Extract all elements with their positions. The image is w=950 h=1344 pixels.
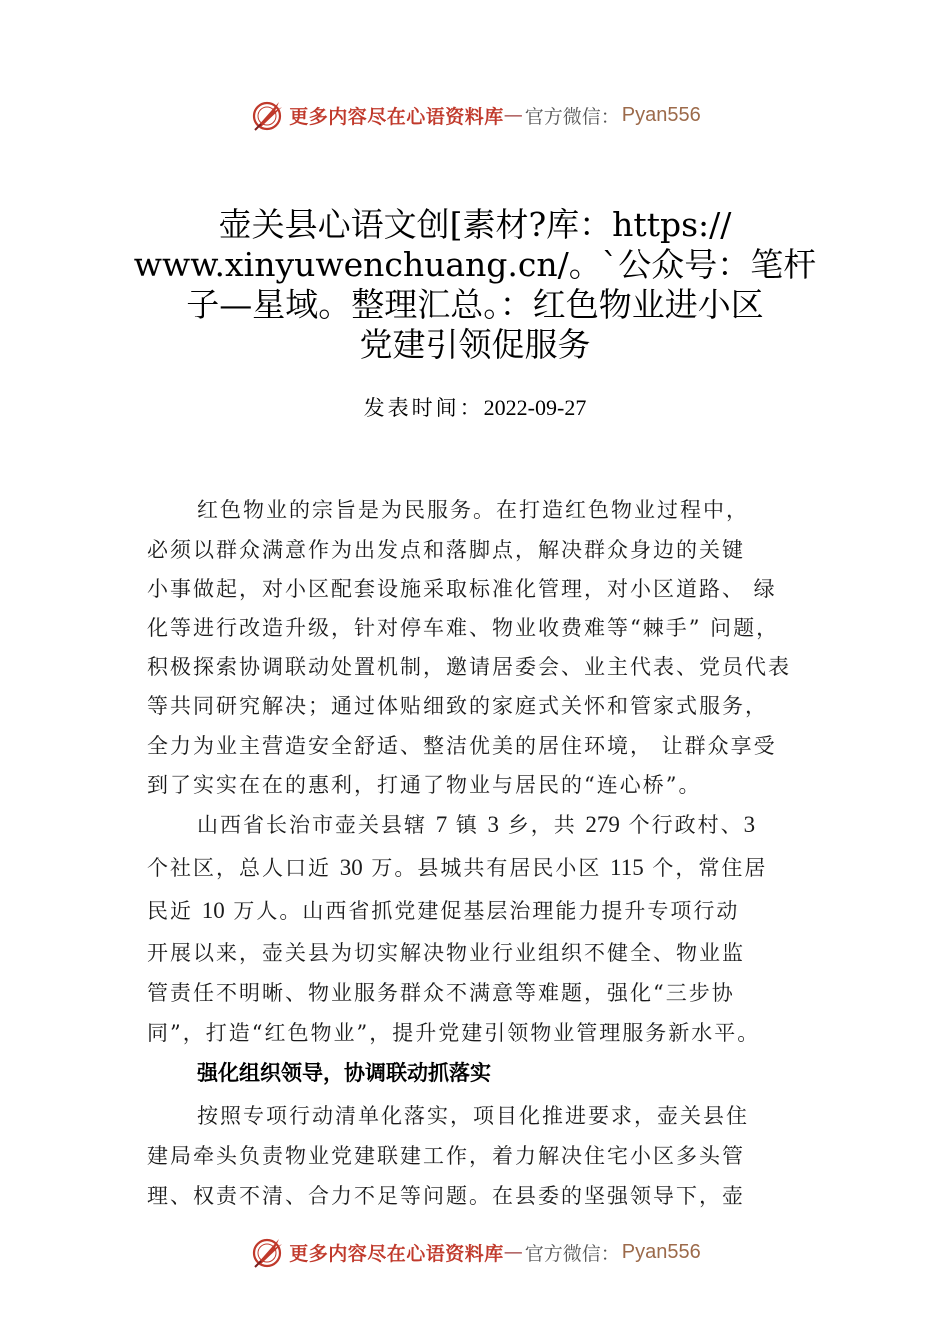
date-value: 2022-09-27 (483, 395, 587, 420)
watermark-separator: — (503, 1241, 523, 1263)
paragraph-line: 小事做起，对小区配套设施采取标准化管理，对小区道路、 绿 (147, 577, 777, 601)
paragraph-line: 民近 10 万人。山西省抓党建促基层治理能力提升专项行动 (147, 898, 740, 923)
paragraph-line: 建局牵头负责物业党建联建工作，着力解决住宅小区多头管 (147, 1144, 745, 1168)
paragraph-line: 等共同研究解决；通过体贴细致的家庭式关怀和管家式服务， (147, 694, 768, 718)
quill-logo-icon (249, 97, 285, 133)
watermark-separator: — (503, 104, 523, 126)
paragraph-line: 管责任不明晰、物业服务群众不满意等难题，强化“三步协 (147, 981, 735, 1005)
paragraph-line: 到了实实在在的惠利，打通了物业与居民的“连心桥”。 (147, 773, 702, 797)
paragraph-line: 必须以群众满意作为出发点和落脚点，解决群众身边的关键 (147, 538, 745, 562)
quill-logo-icon (249, 1234, 285, 1270)
publish-date (0, 392, 950, 422)
paragraph-line: 开展以来，壶关县为切实解决物业行业组织不健全、物业监 (147, 941, 745, 965)
watermark-text: 更多内容尽在心语资料库 (289, 1242, 504, 1265)
paragraph-line: 全力为业主营造安全舒适、整洁优美的居住环境， 让群众享受 (147, 734, 777, 758)
title-line: 壶关县心语文创[素材?库：https:// (218, 205, 732, 244)
watermark-label: 官方微信： (524, 1242, 620, 1265)
paragraph-line: 个社区，总人口近 30 万。县城共有居民小区 115 个，常住居 (147, 855, 768, 880)
paragraph-line: 同”，打造“红色物业”，提升党建引领物业管理服务新水平。 (147, 1021, 761, 1045)
watermark-wechat-id: Pyan556 (621, 103, 701, 126)
paragraph-line: 山西省长治市壶关县辖 7 镇 3 乡，共 279 个行政村、3 (197, 812, 756, 837)
date-label: 发表时间： (363, 396, 484, 420)
title-line: 子—星域。整理汇总。：红色物业进小区 (186, 285, 764, 324)
paragraph-line: 积极探索协调联动处置机制，邀请居委会、业主代表、党员代表 (147, 655, 791, 679)
title-line: 党建引领促服务 (359, 325, 591, 364)
paragraph-line: 理、权责不清、合力不足等问题。在县委的坚强领导下，壶 (147, 1184, 745, 1208)
paragraph-line: 化等进行改造升级，针对停车难、物业收费难等“棘手” 问题， (147, 616, 780, 640)
watermark-wechat-id: Pyan556 (621, 1240, 701, 1263)
watermark-banner-top (0, 95, 950, 135)
title-line: www.xinyuwenchuang.cn/。`公众号：笔杆 (133, 245, 817, 284)
watermark-banner-bottom (0, 1232, 950, 1272)
watermark-text: 更多内容尽在心语资料库 (289, 105, 504, 128)
paragraph-line: 按照专项行动清单化落实，项目化推进要求，壶关县住 (197, 1104, 749, 1128)
paragraph-line: 红色物业的宗旨是为民服务。在打造红色物业过程中， (197, 498, 749, 522)
section-heading: 强化组织领导，协调联动抓落实 (197, 1061, 491, 1085)
document-title (130, 205, 820, 365)
watermark-label: 官方微信： (524, 105, 620, 128)
